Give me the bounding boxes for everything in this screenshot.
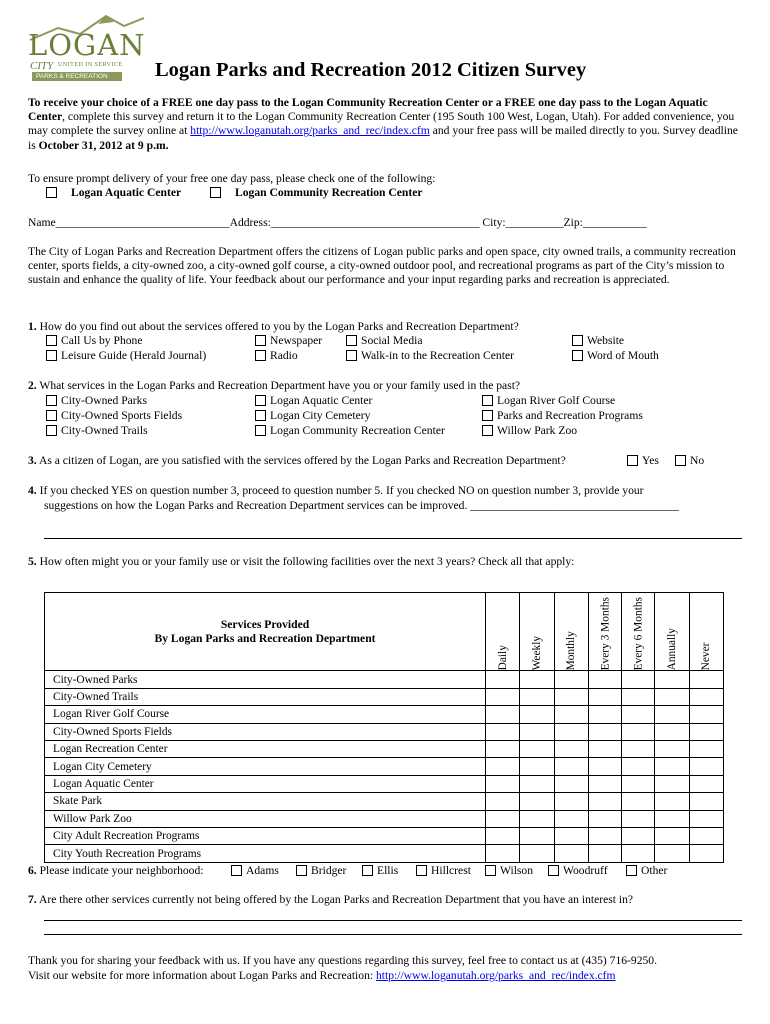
q3-question: 3. As a citizen of Logan, are you satisfied with the services offered by the Logan Parks and Recreation Department? bbox=[28, 454, 566, 467]
checkbox[interactable] bbox=[210, 187, 221, 198]
table-row bbox=[45, 775, 724, 792]
checkbox[interactable] bbox=[46, 187, 57, 198]
frequency-cell[interactable] bbox=[486, 793, 520, 810]
q3-option-yes[interactable]: Yes bbox=[627, 454, 659, 467]
q5-question: 5. How often might you or your family use or visit the following facilities over the next 3 years? Check all that apply: bbox=[28, 555, 575, 568]
logo-name: LOGAN bbox=[28, 28, 146, 62]
description-paragraph: The City of Logan Parks and Recreation Department offers the citizens of Logan public parks and open space, city owned trails, a community recreation center, sports fields, a city-owned zoo, a city-owned golf course, a city-owned outdoor pool, and recreational programs as part of the City’s mission to sustain and enhance the quality of life. Your feedback about our performance and your input regarding parks and recreation is appreciated. bbox=[28, 245, 736, 287]
frequency-cell[interactable] bbox=[655, 758, 689, 775]
frequency-cell[interactable] bbox=[689, 845, 723, 862]
frequency-cell[interactable] bbox=[486, 775, 520, 792]
frequency-cell[interactable] bbox=[486, 758, 520, 775]
footer-visit: Visit our website for more information about Logan Parks and Recreation: http://www.loganutah.org/parks_and_rec/index.cfm bbox=[28, 969, 616, 982]
frequency-cell[interactable] bbox=[655, 775, 689, 792]
q4-answer-line-1[interactable]: suggestions on how the Logan Parks and Recreation Department services can be improved. ____________________________________ bbox=[44, 499, 679, 512]
checkbox[interactable] bbox=[296, 865, 307, 876]
q1-option-phone[interactable]: Call Us by Phone bbox=[46, 334, 142, 347]
footer-thanks: Thank you for sharing your feedback with us. If you have any questions regarding this survey, feel free to contact us at (435) 716-9250. bbox=[28, 954, 657, 967]
frequency-cell[interactable] bbox=[589, 845, 622, 862]
table-row bbox=[45, 793, 724, 810]
frequency-cell[interactable] bbox=[589, 793, 622, 810]
frequency-cell[interactable] bbox=[520, 845, 554, 862]
q1-option-newspaper[interactable]: Newspaper bbox=[255, 334, 322, 347]
frequency-cell[interactable] bbox=[520, 671, 554, 688]
frequency-cell[interactable] bbox=[520, 706, 554, 723]
frequency-cell[interactable] bbox=[655, 688, 689, 705]
checkbox[interactable] bbox=[255, 410, 266, 421]
service-name: Willow Park Zoo bbox=[45, 810, 486, 827]
table-row bbox=[45, 758, 724, 775]
service-name: Logan Aquatic Center bbox=[45, 775, 486, 792]
frequency-cell[interactable] bbox=[622, 758, 655, 775]
frequency-cell[interactable] bbox=[486, 671, 520, 688]
q7-answer-line-1[interactable] bbox=[44, 920, 742, 921]
q6-question: 6. Please indicate your neighborhood: bbox=[28, 864, 204, 877]
frequency-cell[interactable] bbox=[622, 827, 655, 844]
logo bbox=[28, 10, 146, 82]
contact-fields[interactable]: Name______________________________Address:____________________________________ City:__________Zip:___________ bbox=[28, 216, 647, 229]
q6-option-woodruff[interactable]: Woodruff bbox=[548, 864, 608, 877]
intro-text-2: and your free pass will be mailed directly to you. Survey deadline is bbox=[28, 124, 738, 152]
q7-answer-line-2[interactable] bbox=[44, 934, 742, 935]
intro-survey-link[interactable]: http://www.loganutah.org/parks_and_rec/index.cfm bbox=[190, 124, 430, 138]
col-never: Never bbox=[689, 593, 723, 671]
frequency-cell[interactable] bbox=[622, 810, 655, 827]
frequency-cell[interactable] bbox=[689, 793, 723, 810]
checkbox[interactable] bbox=[675, 455, 686, 466]
frequency-cell[interactable] bbox=[622, 775, 655, 792]
pass-option-aquatic[interactable]: Logan Aquatic Center bbox=[46, 186, 181, 199]
checkbox[interactable] bbox=[46, 395, 57, 406]
frequency-cell[interactable] bbox=[689, 723, 723, 740]
logo-dept-bar bbox=[32, 72, 122, 81]
q2-option-trails[interactable]: City-Owned Trails bbox=[46, 424, 148, 437]
frequency-cell[interactable] bbox=[486, 740, 520, 757]
q1-option-word-of-mouth[interactable]: Word of Mouth bbox=[572, 349, 659, 362]
intro-deadline: October 31, 2012 at 9 p.m. bbox=[38, 138, 169, 152]
frequency-cell[interactable] bbox=[486, 827, 520, 844]
frequency-cell[interactable] bbox=[554, 723, 588, 740]
col-daily: Daily bbox=[486, 593, 520, 671]
q2-question: 2. What services in the Logan Parks and Recreation Department have you or your family used in the past? bbox=[28, 379, 521, 392]
pass-choice-prompt: To ensure prompt delivery of your free one day pass, please check one of the following: bbox=[28, 172, 436, 185]
checkbox[interactable] bbox=[485, 865, 496, 876]
checkbox[interactable] bbox=[46, 335, 57, 346]
frequency-cell[interactable] bbox=[622, 688, 655, 705]
frequency-cell[interactable] bbox=[520, 723, 554, 740]
frequency-cell[interactable] bbox=[589, 740, 622, 757]
table-row bbox=[45, 688, 724, 705]
frequency-cell[interactable] bbox=[622, 671, 655, 688]
facility-usage-table bbox=[44, 592, 724, 863]
checkbox[interactable] bbox=[46, 410, 57, 421]
q1-option-walk-in[interactable]: Walk-in to the Recreation Center bbox=[346, 349, 514, 362]
q6-option-hillcrest[interactable]: Hillcrest bbox=[416, 864, 471, 877]
service-name: City Adult Recreation Programs bbox=[45, 827, 486, 844]
frequency-cell[interactable] bbox=[622, 845, 655, 862]
frequency-cell[interactable] bbox=[520, 793, 554, 810]
checkbox[interactable] bbox=[572, 335, 583, 346]
service-name: City Youth Recreation Programs bbox=[45, 845, 486, 862]
logo-dept: PARKS & RECREATION bbox=[36, 73, 108, 80]
checkbox[interactable] bbox=[255, 335, 266, 346]
frequency-cell[interactable] bbox=[554, 671, 588, 688]
frequency-cell[interactable] bbox=[622, 740, 655, 757]
q7-question: 7. Are there other services currently not being offered by the Logan Parks and Recreation Department that you have an interest in? bbox=[28, 893, 634, 906]
frequency-cell[interactable] bbox=[554, 758, 588, 775]
service-name: City-Owned Parks bbox=[45, 671, 486, 688]
frequency-cell[interactable] bbox=[520, 688, 554, 705]
frequency-cell[interactable] bbox=[520, 740, 554, 757]
page-title: Logan Parks and Recreation 2012 Citizen Survey bbox=[155, 59, 587, 81]
frequency-cell[interactable] bbox=[689, 775, 723, 792]
service-name: City-Owned Trails bbox=[45, 688, 486, 705]
q3-option-no[interactable]: No bbox=[675, 454, 704, 467]
service-name: City-Owned Sports Fields bbox=[45, 723, 486, 740]
service-name: Logan Recreation Center bbox=[45, 740, 486, 757]
table-header-row bbox=[45, 593, 724, 671]
checkbox[interactable] bbox=[572, 350, 583, 361]
checkbox[interactable] bbox=[46, 350, 57, 361]
frequency-cell[interactable] bbox=[554, 793, 588, 810]
table-row bbox=[45, 723, 724, 740]
q1-option-radio[interactable]: Radio bbox=[255, 349, 298, 362]
frequency-cell[interactable] bbox=[486, 845, 520, 862]
service-name: Logan River Golf Course bbox=[45, 706, 486, 723]
col-every-3-months: Every 3 Months bbox=[589, 593, 622, 671]
frequency-cell[interactable] bbox=[520, 810, 554, 827]
checkbox[interactable] bbox=[362, 865, 373, 876]
q1-option-website[interactable]: Website bbox=[572, 334, 624, 347]
checkbox[interactable] bbox=[255, 395, 266, 406]
q2-option-cemetery[interactable]: Logan City Cemetery bbox=[255, 409, 370, 422]
q1-option-leisure-guide[interactable]: Leisure Guide (Herald Journal) bbox=[46, 349, 206, 362]
frequency-cell[interactable] bbox=[520, 758, 554, 775]
frequency-cell[interactable] bbox=[655, 740, 689, 757]
q2-option-sports-fields[interactable]: City-Owned Sports Fields bbox=[46, 409, 182, 422]
frequency-cell[interactable] bbox=[589, 810, 622, 827]
intro-text-1: , complete this survey and return it to the Logan Community Recreation Center (195 South 100 West, Logan, Utah). For added convenience, you may complete the survey online at bbox=[28, 110, 735, 138]
checkbox[interactable] bbox=[346, 335, 357, 346]
checkbox[interactable] bbox=[416, 865, 427, 876]
table-header-services: Services Provided By Logan Parks and Recreation Department bbox=[45, 593, 486, 671]
frequency-cell[interactable] bbox=[589, 827, 622, 844]
frequency-cell[interactable] bbox=[554, 845, 588, 862]
table-row bbox=[45, 827, 724, 844]
frequency-cell[interactable] bbox=[589, 671, 622, 688]
frequency-cell[interactable] bbox=[589, 688, 622, 705]
intro-bold-lead: To receive your choice of a FREE one day pass to the Logan Community Recreation Center or a FREE one day pass to the Logan Aquatic Center bbox=[28, 96, 708, 124]
intro-paragraph bbox=[28, 96, 744, 153]
q6-option-bridger[interactable]: Bridger bbox=[296, 864, 346, 877]
frequency-cell[interactable] bbox=[689, 740, 723, 757]
checkbox[interactable] bbox=[548, 865, 559, 876]
frequency-cell[interactable] bbox=[554, 740, 588, 757]
q4-question: 4. If you checked YES on question number 3, proceed to question number 5. If you checked NO on question number 3, provide your bbox=[28, 484, 644, 497]
checkbox[interactable] bbox=[255, 350, 266, 361]
frequency-cell[interactable] bbox=[520, 827, 554, 844]
footer-website-link[interactable]: http://www.loganutah.org/parks_and_rec/index.cfm bbox=[376, 969, 616, 982]
q6-option-other[interactable]: Other bbox=[626, 864, 667, 877]
checkbox[interactable] bbox=[626, 865, 637, 876]
frequency-cell[interactable] bbox=[486, 706, 520, 723]
frequency-cell[interactable] bbox=[622, 723, 655, 740]
col-monthly: Monthly bbox=[554, 593, 588, 671]
frequency-cell[interactable] bbox=[486, 723, 520, 740]
frequency-cell[interactable] bbox=[589, 758, 622, 775]
pass-option-recreation[interactable]: Logan Community Recreation Center bbox=[210, 186, 423, 199]
table-row bbox=[45, 810, 724, 827]
checkbox[interactable] bbox=[482, 395, 493, 406]
frequency-cell[interactable] bbox=[589, 706, 622, 723]
frequency-cell[interactable] bbox=[589, 775, 622, 792]
frequency-cell[interactable] bbox=[655, 827, 689, 844]
frequency-cell[interactable] bbox=[655, 793, 689, 810]
frequency-cell[interactable] bbox=[554, 827, 588, 844]
frequency-cell[interactable] bbox=[655, 706, 689, 723]
q4-answer-line-2[interactable] bbox=[44, 538, 742, 539]
q6-option-ellis[interactable]: Ellis bbox=[362, 864, 398, 877]
frequency-cell[interactable] bbox=[520, 775, 554, 792]
frequency-cell[interactable] bbox=[486, 810, 520, 827]
frequency-cell[interactable] bbox=[655, 671, 689, 688]
table-row bbox=[45, 706, 724, 723]
logo-city: CITY bbox=[30, 60, 54, 72]
service-name: Skate Park bbox=[45, 793, 486, 810]
q2-option-parks[interactable]: City-Owned Parks bbox=[46, 394, 147, 407]
col-annually: Annually bbox=[655, 593, 689, 671]
frequency-cell[interactable] bbox=[655, 723, 689, 740]
frequency-cell[interactable] bbox=[655, 810, 689, 827]
frequency-cell[interactable] bbox=[689, 758, 723, 775]
logo-tagline: UNITED IN SERVICE bbox=[58, 62, 123, 68]
checkbox[interactable] bbox=[231, 865, 242, 876]
table-row bbox=[45, 671, 724, 688]
checkbox[interactable] bbox=[482, 410, 493, 421]
q2-option-zoo[interactable]: Willow Park Zoo bbox=[482, 424, 577, 437]
q1-option-social[interactable]: Social Media bbox=[346, 334, 423, 347]
table-row bbox=[45, 845, 724, 862]
frequency-cell[interactable] bbox=[486, 688, 520, 705]
frequency-cell[interactable] bbox=[554, 775, 588, 792]
checkbox[interactable] bbox=[482, 425, 493, 436]
frequency-cell[interactable] bbox=[655, 845, 689, 862]
frequency-cell[interactable] bbox=[622, 706, 655, 723]
q2-option-rec-center[interactable]: Logan Community Recreation Center bbox=[255, 424, 445, 437]
frequency-cell[interactable] bbox=[554, 688, 588, 705]
frequency-cell[interactable] bbox=[554, 810, 588, 827]
frequency-cell[interactable] bbox=[689, 827, 723, 844]
table-row bbox=[45, 740, 724, 757]
frequency-cell[interactable] bbox=[554, 706, 588, 723]
q2-option-programs[interactable]: Parks and Recreation Programs bbox=[482, 409, 643, 422]
frequency-cell[interactable] bbox=[689, 671, 723, 688]
frequency-cell[interactable] bbox=[622, 793, 655, 810]
checkbox[interactable] bbox=[627, 455, 638, 466]
col-weekly: Weekly bbox=[520, 593, 554, 671]
checkbox[interactable] bbox=[46, 425, 57, 436]
frequency-cell[interactable] bbox=[589, 723, 622, 740]
q1-question: 1. How do you find out about the services offered to you by the Logan Parks and Recreation Department? bbox=[28, 320, 519, 333]
q6-option-wilson[interactable]: Wilson bbox=[485, 864, 533, 877]
service-name: Logan City Cemetery bbox=[45, 758, 486, 775]
frequency-cell[interactable] bbox=[689, 688, 723, 705]
q2-option-aquatic[interactable]: Logan Aquatic Center bbox=[255, 394, 372, 407]
q2-option-golf[interactable]: Logan River Golf Course bbox=[482, 394, 615, 407]
q6-option-adams[interactable]: Adams bbox=[231, 864, 279, 877]
checkbox[interactable] bbox=[255, 425, 266, 436]
frequency-cell[interactable] bbox=[689, 810, 723, 827]
checkbox[interactable] bbox=[346, 350, 357, 361]
col-every-6-months: Every 6 Months bbox=[622, 593, 655, 671]
frequency-cell[interactable] bbox=[689, 706, 723, 723]
